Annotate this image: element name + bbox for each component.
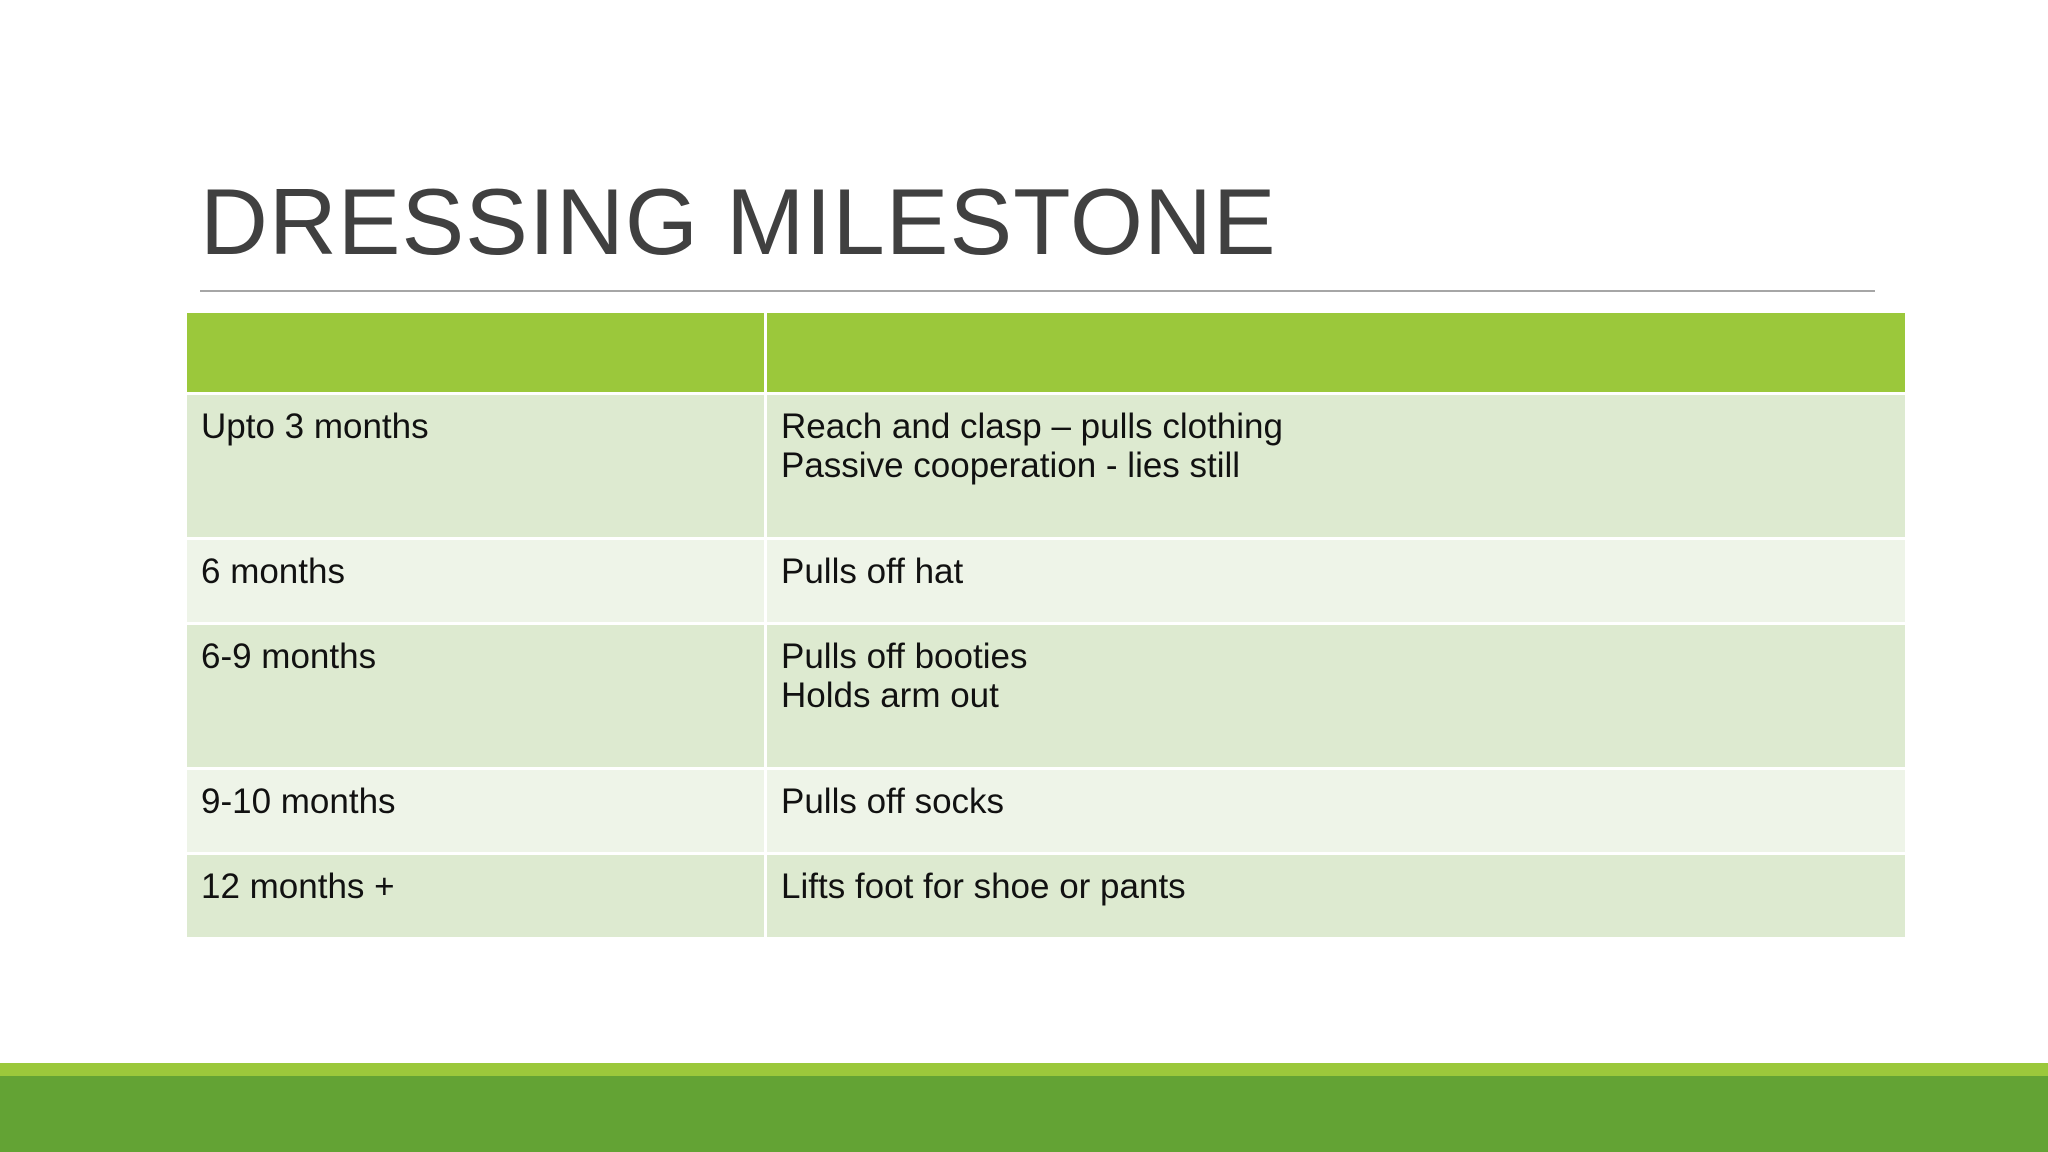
header-cell-age bbox=[186, 312, 766, 394]
skills-cell bbox=[766, 539, 1907, 624]
skill-text: Holds arm out bbox=[781, 676, 999, 715]
slide-title: DRESSING MILESTONE bbox=[200, 169, 1277, 274]
age-cell: 9-10 months bbox=[186, 769, 766, 854]
skill-text: Pulls off hat bbox=[781, 552, 964, 591]
table-row bbox=[186, 539, 1907, 624]
header-cell-skills bbox=[766, 312, 1907, 394]
skill-text: Reach and clasp – pulls clothing bbox=[781, 407, 1283, 446]
age-cell: 12 months + bbox=[186, 854, 766, 939]
footer-accent-stripe bbox=[0, 1063, 2048, 1076]
age-cell: 6 months bbox=[186, 539, 766, 624]
table-row bbox=[186, 624, 1907, 769]
table-header-row bbox=[186, 312, 1907, 394]
title-divider bbox=[200, 290, 1875, 292]
table-row bbox=[186, 854, 1907, 939]
age-cell: 6-9 months bbox=[186, 624, 766, 769]
table-row bbox=[186, 769, 1907, 854]
skills-cell bbox=[766, 769, 1907, 854]
milestone-table bbox=[184, 310, 1908, 940]
skills-cell bbox=[766, 394, 1907, 539]
skill-text: Lifts foot for shoe or pants bbox=[781, 867, 1186, 906]
skill-text: Passive cooperation - lies still bbox=[781, 446, 1241, 485]
table-row bbox=[186, 394, 1907, 539]
skills-cell bbox=[766, 624, 1907, 769]
skill-text: Pulls off socks bbox=[781, 782, 1005, 821]
footer-band bbox=[0, 1076, 2048, 1152]
age-cell: Upto 3 months bbox=[186, 394, 766, 539]
skill-text: Pulls off booties bbox=[781, 637, 1028, 676]
skills-cell bbox=[766, 854, 1907, 939]
